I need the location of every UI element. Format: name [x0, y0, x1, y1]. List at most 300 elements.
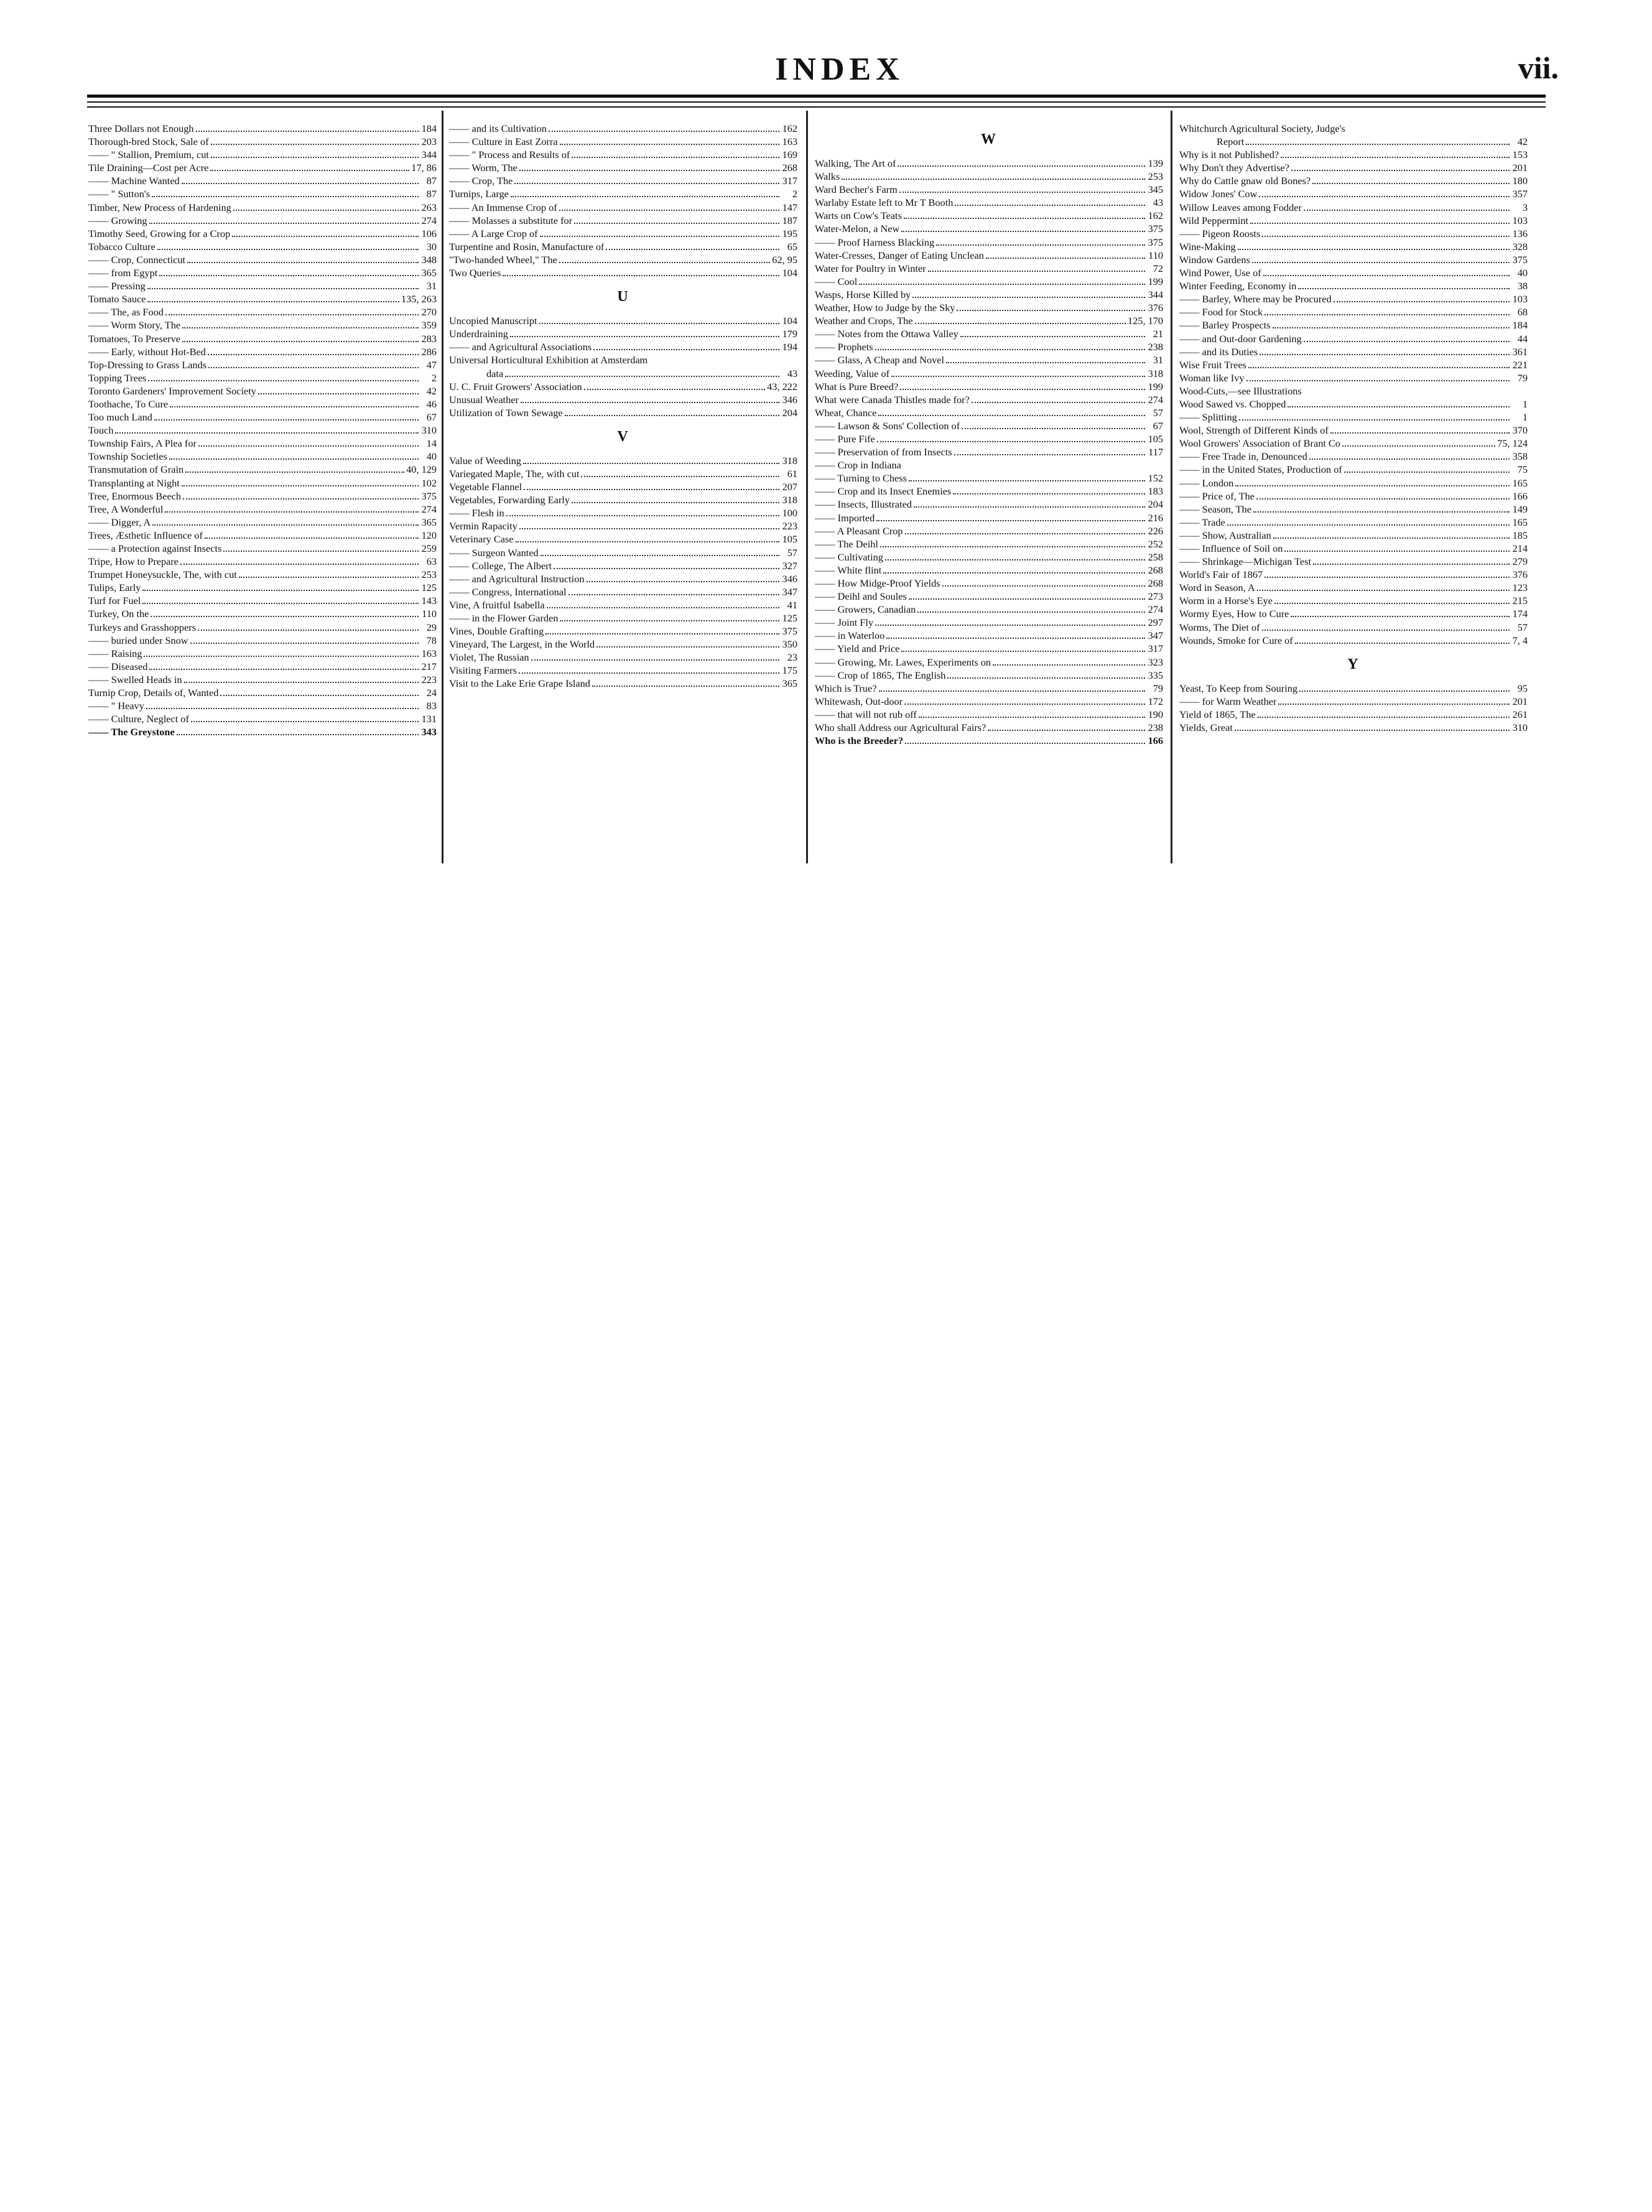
entry-page-number: 323 — [1148, 656, 1163, 668]
dot-leader — [198, 445, 419, 447]
entry-page-number: 83 — [426, 700, 437, 712]
dot-leader — [165, 511, 419, 513]
entry-page-number: 43 — [787, 367, 797, 379]
dot-leader — [146, 708, 419, 709]
dot-leader — [899, 192, 1145, 193]
dot-leader — [1295, 643, 1510, 644]
dot-leader — [986, 258, 1145, 259]
entry-title: —— Pure Fife — [815, 432, 875, 445]
entry-page-number: 147 — [782, 201, 797, 213]
index-entry — [449, 327, 797, 340]
dot-leader — [190, 643, 419, 644]
dot-leader — [180, 564, 419, 565]
index-entry — [449, 664, 797, 677]
entry-title: Vine, A fruitful Isabella — [449, 598, 545, 611]
entry-page-number: 44 — [1517, 332, 1528, 345]
dot-leader — [1291, 616, 1510, 617]
index-entry — [815, 734, 1163, 747]
dot-leader — [205, 537, 419, 539]
dot-leader — [521, 402, 779, 403]
entry-page-number: 75 — [1517, 463, 1528, 476]
dot-leader — [511, 196, 779, 197]
entry-title: —— Growing, Mr. Lawes, Experiments on — [815, 656, 991, 668]
index-entry — [1179, 174, 1528, 187]
index-entry — [815, 314, 1163, 327]
dot-leader — [1330, 432, 1510, 434]
index-entry — [88, 411, 437, 424]
index-entry — [88, 240, 437, 253]
dot-leader — [191, 721, 419, 722]
entry-page-number: 131 — [421, 713, 437, 725]
entry-title: What were Canada Thistles made for? — [815, 393, 970, 406]
index-entry — [449, 227, 797, 240]
dot-leader — [1227, 524, 1510, 526]
entry-page-number: 42 — [426, 384, 437, 397]
entry-title: —— Notes from the Ottawa Valley — [815, 328, 958, 340]
entry-page-number: 67 — [1153, 419, 1163, 432]
index-entry — [1179, 227, 1528, 240]
entry-title: Tree, A Wonderful — [88, 503, 164, 515]
entry-title: Timber, New Process of Hardening — [88, 201, 231, 213]
index-entry — [815, 288, 1163, 301]
entry-page-number: 165 — [1512, 516, 1528, 528]
entry-title: Water for Poultry in Winter — [815, 262, 926, 274]
entry-page-number: 199 — [1148, 275, 1163, 287]
index-entry — [815, 406, 1163, 419]
entry-title: —— Influence of Soil on — [1179, 542, 1283, 554]
entry-title: Water-Cresses, Danger of Eating Unclean — [815, 249, 984, 261]
dot-leader — [559, 262, 770, 263]
dot-leader — [524, 489, 779, 490]
dot-leader — [545, 633, 779, 634]
entry-title: Yeast, To Keep from Souring — [1179, 682, 1298, 694]
dot-leader — [988, 730, 1145, 731]
index-entry — [449, 380, 797, 393]
entry-page-number: 346 — [782, 393, 797, 406]
dot-leader — [1238, 249, 1510, 250]
index-entry — [1179, 148, 1528, 161]
entry-title: Wine-Making — [1179, 240, 1236, 253]
entry-title: Transmutation of Grain — [88, 463, 184, 476]
entry-page-number: 190 — [1148, 708, 1163, 720]
index-entry — [815, 236, 1163, 249]
entry-title: —— in the Flower Garden — [449, 612, 559, 624]
entry-title: Worms, The Diet of — [1179, 621, 1260, 633]
index-entry — [1179, 450, 1528, 463]
entry-page-number: 136 — [1512, 227, 1528, 239]
index-entry — [1179, 266, 1528, 279]
index-entry — [1179, 122, 1528, 135]
index-entry — [1179, 240, 1528, 253]
index-entry — [815, 340, 1163, 353]
entry-title: Wood-Cuts,—see Illustrations — [1179, 384, 1302, 397]
entry-page-number: 43, 222 — [767, 380, 797, 393]
entry-page-number: 318 — [782, 494, 797, 506]
entry-page-number: 238 — [1148, 722, 1163, 734]
entry-title: Widow Jones' Cow — [1179, 188, 1258, 200]
entry-page-number: 375 — [782, 625, 797, 638]
dot-leader — [1273, 537, 1510, 539]
index-entry — [449, 314, 797, 327]
entry-title: Walking, The Art of — [815, 157, 896, 169]
entry-page-number: 223 — [782, 520, 797, 532]
dot-leader — [144, 656, 419, 657]
entry-page-number: 216 — [1148, 511, 1163, 524]
dot-leader — [572, 157, 779, 158]
entry-page-number: 57 — [787, 546, 797, 559]
dot-leader — [1262, 236, 1510, 237]
entry-title: —— Crop, The — [449, 175, 513, 187]
entry-title: —— " Process and Results of — [449, 149, 570, 161]
index-entry — [1179, 135, 1528, 148]
entry-page-number: 169 — [782, 149, 797, 161]
entry-page-number: 365 — [421, 516, 437, 528]
index-entry — [1179, 345, 1528, 358]
entry-page-number: 375 — [1512, 253, 1528, 266]
dot-leader — [1246, 380, 1510, 381]
entry-title: Warts on Cow's Teats — [815, 210, 902, 222]
entry-title: —— Swelled Heads in — [88, 673, 182, 685]
entry-page-number: 268 — [1148, 564, 1163, 576]
entry-page-number: 79 — [1517, 371, 1528, 384]
entry-page-number: 344 — [1148, 288, 1163, 300]
dot-leader — [574, 223, 779, 224]
dot-leader — [1288, 406, 1510, 407]
index-entry — [1179, 411, 1528, 424]
section-letter: V — [617, 428, 629, 445]
index-entry — [815, 603, 1163, 616]
entry-title: —— An Immense Crop of — [449, 201, 557, 213]
entry-page-number: 253 — [421, 569, 437, 581]
dot-leader — [549, 131, 779, 132]
entry-page-number: 78 — [426, 634, 437, 646]
dot-leader — [220, 695, 419, 696]
entry-page-number: 3 — [1522, 201, 1528, 213]
index-entry — [88, 318, 437, 332]
dot-leader — [211, 157, 419, 158]
dot-leader — [1291, 170, 1510, 171]
dot-leader — [152, 524, 419, 526]
dot-leader — [177, 734, 419, 735]
dot-leader — [142, 590, 419, 591]
section-letter: U — [617, 289, 629, 305]
entry-title: —— from Egypt — [88, 267, 158, 279]
index-entry — [88, 660, 437, 673]
entry-page-number: 263 — [421, 201, 437, 213]
entry-title: Woman like Ivy — [1179, 371, 1245, 384]
index-entry — [88, 148, 437, 161]
dot-leader — [148, 380, 419, 381]
entry-title: —— and Agricultural Instruction — [449, 572, 585, 585]
entry-title: —— Food for Stock — [1179, 306, 1263, 318]
entry-title: Wormy Eyes, How to Cure — [1179, 608, 1289, 620]
entry-page-number: 79 — [1153, 682, 1163, 694]
index-entry — [815, 485, 1163, 498]
entry-page-number: 201 — [1512, 162, 1528, 174]
dot-leader — [914, 506, 1145, 508]
dot-leader — [1273, 327, 1510, 328]
entry-title: Tree, Enormous Beech — [88, 490, 182, 502]
entry-page-number: 345 — [1148, 184, 1163, 196]
entry-title: Weather, How to Judge by the Sky — [815, 302, 955, 314]
entry-title: —— Free Trade in, Denounced — [1179, 450, 1307, 463]
entry-page-number: 143 — [421, 595, 437, 607]
entry-page-number: 120 — [421, 529, 437, 541]
entry-page-number: 152 — [1148, 472, 1163, 485]
dot-leader — [1253, 511, 1510, 513]
entry-title: —— Crop, Connecticut — [88, 253, 186, 266]
entry-page-number: 104 — [782, 267, 797, 279]
entry-title: Toothache, To Cure — [88, 397, 169, 410]
dot-leader — [1265, 577, 1510, 578]
entry-title: Thorough-bred Stock, Sale of — [88, 136, 209, 148]
entry-title: Tomatoes, To Preserve — [88, 332, 180, 345]
index-entry — [449, 677, 797, 690]
entry-page-number: 166 — [1512, 490, 1528, 502]
dot-leader — [560, 620, 779, 621]
entry-page-number: 201 — [1512, 695, 1528, 707]
index-entry — [1179, 358, 1528, 371]
entry-page-number: 2 — [792, 188, 797, 200]
entry-page-number: 370 — [1512, 424, 1528, 437]
entry-title: Wounds, Smoke for Cure of — [1179, 634, 1293, 646]
entry-page-number: 203 — [421, 136, 437, 148]
entry-page-number: 365 — [782, 677, 797, 690]
entry-title: Vegetables, Forwarding Early — [449, 494, 570, 506]
dot-leader — [1298, 288, 1510, 289]
entry-page-number: 199 — [1148, 380, 1163, 393]
dot-leader — [1274, 603, 1510, 604]
entry-page-number: 344 — [421, 149, 437, 161]
entry-page-number: 24 — [426, 687, 437, 699]
index-entry — [815, 577, 1163, 590]
entry-title: Tomato Sauce — [88, 293, 146, 305]
entry-title: Worm in a Horse's Eye — [1179, 595, 1273, 607]
entry-title: Too much Land — [88, 411, 152, 424]
index-entry — [1179, 214, 1528, 227]
section-letter: W — [981, 131, 997, 147]
entry-title: Turkey, On the — [88, 608, 149, 620]
entry-title: Trumpet Honeysuckle, The, with cut — [88, 569, 237, 581]
dot-leader — [1334, 301, 1510, 302]
index-entry — [815, 472, 1163, 485]
dot-leader — [1246, 144, 1510, 145]
entry-title: Which is True? — [815, 682, 877, 694]
entry-page-number: 30 — [426, 240, 437, 253]
index-entry — [88, 516, 437, 529]
dot-leader — [905, 743, 1145, 744]
dot-leader — [909, 480, 1145, 481]
index-entry — [1179, 201, 1528, 214]
entry-title: Trees, Æsthetic Influence of — [88, 529, 203, 541]
index-entry — [88, 568, 437, 581]
entry-page-number: 343 — [421, 726, 437, 738]
dot-leader — [876, 520, 1145, 521]
dot-leader — [531, 659, 779, 661]
entry-title: Wild Peppermint — [1179, 214, 1249, 226]
dot-leader — [258, 393, 419, 394]
entry-page-number: 268 — [782, 162, 797, 174]
index-entry — [88, 122, 437, 135]
index-entry — [815, 380, 1163, 393]
index-entry — [449, 625, 797, 638]
dot-leader — [957, 310, 1145, 311]
entry-title: —— Pressing — [88, 280, 146, 292]
dot-leader — [955, 205, 1145, 206]
entry-title: "Two-handed Wheel," The — [449, 253, 557, 266]
index-entry — [815, 196, 1163, 209]
entry-title: —— in the United States, Production of — [1179, 463, 1342, 476]
entry-title: —— Congress, International — [449, 585, 567, 598]
index-entry — [1179, 708, 1528, 721]
entry-title: Veterinary Case — [449, 533, 514, 546]
index-entry — [88, 529, 437, 542]
entry-title: —— and its Duties — [1179, 345, 1258, 358]
index-entry — [815, 458, 1163, 472]
dot-leader — [900, 389, 1145, 390]
dot-leader — [898, 165, 1145, 167]
dot-leader — [942, 585, 1145, 587]
dot-leader — [1260, 354, 1510, 355]
dot-leader — [1304, 341, 1510, 342]
index-entry — [88, 437, 437, 450]
entry-title: Who shall Address our Agricultural Fairs? — [815, 722, 986, 734]
entry-page-number: 335 — [1148, 669, 1163, 681]
entry-page-number: 310 — [1512, 722, 1528, 734]
dot-leader — [962, 428, 1145, 429]
entry-title: —— Crop of 1865, The English — [815, 669, 946, 681]
header-rule — [87, 106, 1546, 108]
index-entry — [815, 537, 1163, 551]
entry-page-number: 46 — [426, 397, 437, 410]
index-entry — [88, 581, 437, 594]
entry-title: Transplanting at Night — [88, 476, 180, 489]
entry-title: Visiting Farmers — [449, 664, 517, 677]
entry-page-number: 347 — [782, 585, 797, 598]
entry-page-number: 165 — [1512, 476, 1528, 489]
entry-page-number: 87 — [426, 175, 437, 187]
dot-leader — [182, 485, 419, 486]
dot-leader — [1258, 717, 1510, 718]
dot-leader — [596, 646, 779, 648]
index-entry — [449, 266, 797, 279]
entry-page-number: 40 — [426, 450, 437, 463]
entry-title: Uncopied Manuscript — [449, 315, 537, 327]
entry-title: Wasps, Horse Killed by — [815, 288, 911, 300]
index-entry — [449, 611, 797, 625]
dot-leader — [547, 607, 779, 608]
entry-page-number: 318 — [782, 454, 797, 467]
index-entry — [449, 559, 797, 572]
dot-leader — [165, 314, 419, 315]
index-entry — [88, 332, 437, 345]
entry-title: —— Insects, Illustrated — [815, 498, 912, 511]
entry-page-number: 268 — [1148, 577, 1163, 589]
entry-page-number: 75, 124 — [1497, 437, 1528, 450]
entry-page-number: 317 — [782, 175, 797, 187]
index-entry — [88, 725, 437, 738]
entry-page-number: 57 — [1153, 406, 1163, 419]
entry-page-number: 123 — [1512, 582, 1528, 594]
dot-leader — [185, 472, 404, 473]
index-entry — [815, 642, 1163, 655]
entry-title: Wind Power, Use of — [1179, 267, 1261, 279]
dot-leader — [993, 664, 1145, 666]
entry-title: Ward Becher's Farm — [815, 184, 898, 196]
index-entry — [1179, 161, 1528, 174]
header-rule — [87, 95, 1546, 98]
dot-leader — [142, 603, 419, 604]
dot-leader — [1239, 419, 1510, 421]
entry-page-number: 279 — [1512, 555, 1528, 568]
index-entry — [88, 253, 437, 266]
entry-title: Window Gardens — [1179, 253, 1250, 266]
dot-leader — [147, 301, 399, 302]
entry-title: —— Culture in East Zorra — [449, 136, 558, 148]
entry-page-number: 274 — [1148, 603, 1163, 616]
column-divider — [1171, 111, 1172, 863]
entry-page-number: 347 — [1148, 630, 1163, 642]
index-entry — [449, 454, 797, 467]
dot-leader — [187, 262, 419, 263]
index-entry — [1179, 529, 1528, 542]
entry-title: Township Fairs, A Plea for — [88, 437, 197, 450]
dot-leader — [1284, 551, 1510, 552]
entry-title: —— that will not rub off — [815, 708, 917, 720]
index-entry — [1179, 503, 1528, 516]
dot-leader — [581, 476, 779, 477]
index-entry — [815, 183, 1163, 196]
entry-page-number: 361 — [1512, 345, 1528, 358]
entry-page-number: 87 — [426, 188, 437, 200]
dot-leader — [1250, 223, 1510, 224]
entry-page-number: 204 — [1148, 498, 1163, 511]
entry-page-number: 29 — [426, 621, 437, 633]
dot-leader — [170, 406, 419, 407]
index-entry — [449, 480, 797, 493]
entry-title: Wheat, Chance — [815, 406, 877, 419]
index-column-3 — [815, 122, 1163, 747]
entry-title: Wood Sawed vs. Chopped — [1179, 397, 1286, 410]
entry-page-number: 63 — [426, 555, 437, 568]
dot-leader — [877, 441, 1145, 442]
entry-page-number: 103 — [1512, 293, 1528, 305]
entry-title: —— Price of, The — [1179, 490, 1255, 502]
dot-leader — [936, 244, 1145, 246]
entry-page-number: 149 — [1512, 503, 1528, 515]
index-entry — [449, 546, 797, 559]
entry-title: —— Preservation of from Insects — [815, 446, 952, 458]
dot-leader — [904, 704, 1145, 705]
dot-leader — [503, 275, 779, 276]
index-entry — [1179, 292, 1528, 305]
dot-leader — [519, 170, 779, 171]
entry-title: —— Imported — [815, 511, 875, 524]
entry-title: —— Joint Fly — [815, 616, 874, 629]
entry-page-number: 135, 263 — [401, 293, 437, 305]
index-entry — [1179, 634, 1528, 647]
entry-page-number: 185 — [1512, 529, 1528, 541]
entry-page-number: 162 — [782, 123, 797, 134]
entry-page-number: 106 — [421, 227, 437, 239]
entry-page-number: 274 — [421, 214, 437, 226]
index-entry — [449, 201, 797, 214]
entry-title: —— Surgeon Wanted — [449, 546, 539, 559]
dot-leader — [510, 336, 779, 337]
entry-title: —— a Protection against Insects — [88, 542, 222, 554]
entry-page-number: 7, 4 — [1512, 634, 1528, 646]
entry-title: Vines, Double Grafting — [449, 625, 544, 638]
